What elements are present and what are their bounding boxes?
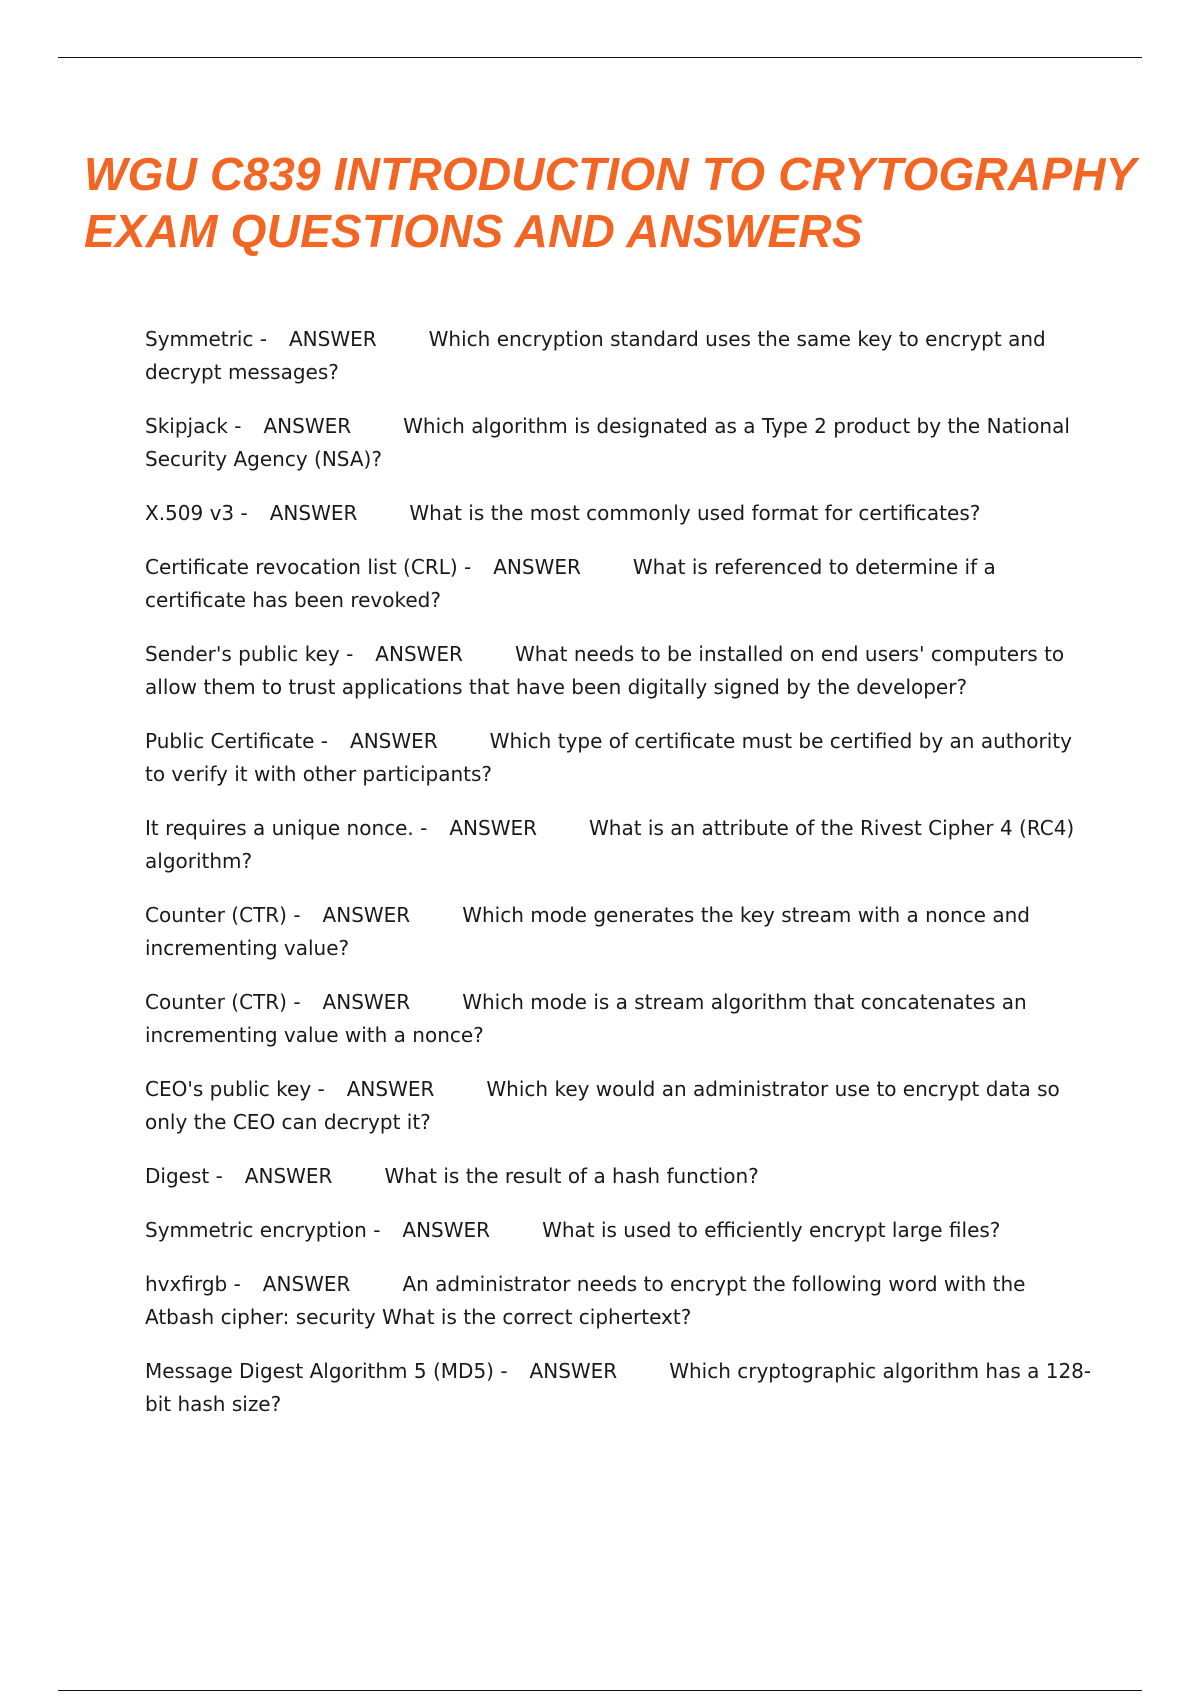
answer-tag: ANSWER [322,990,411,1014]
separator: - [234,414,242,438]
qa-item [145,986,1095,1052]
separator: - [240,501,248,525]
qa-item [145,1073,1095,1139]
question-text: Which algorithm is designated as a Type 2 product by the National Security Agency (NSA)? [145,414,1070,471]
answer-text: CEO's public key [145,1077,312,1101]
separator: - [215,1164,223,1188]
answer-text: X.509 v3 [145,501,235,525]
separator: - [420,816,428,840]
question-text: An administrator needs to encrypt the following word with the Atbash cipher: security What is the correct ciphertext? [145,1272,1026,1329]
answer-tag: ANSWER [402,1218,491,1242]
title-line-1: WGU C839 INTRODUCTION TO CRYTOGRAPHY [84,148,1137,200]
answer-text: Counter (CTR) [145,903,287,927]
separator: - [293,903,301,927]
answer-tag: ANSWER [493,555,581,579]
question-text: What is the result of a hash function? [384,1164,759,1188]
qa-item [145,812,1095,878]
answer-tag: ANSWER [346,1077,435,1101]
qa-item [145,1355,1095,1421]
question-text: Which type of certificate must be certified by an authority to verify it with other participants? [145,729,1072,786]
question-text: Which encryption standard uses the same key to encrypt and decrypt messages? [145,327,1046,384]
separator: - [259,327,267,351]
answer-text: Public Certificate [145,729,315,753]
qa-item [145,551,1095,617]
qa-item [145,497,1095,530]
document-title [84,146,1184,260]
answer-tag: ANSWER [244,1164,333,1188]
separator: - [346,642,354,666]
top-divider [58,57,1142,58]
separator: - [233,1272,241,1296]
separator: - [373,1218,381,1242]
qa-item [145,899,1095,965]
answer-tag: ANSWER [262,1272,351,1296]
answer-tag: ANSWER [529,1359,618,1383]
answer-text: Symmetric [145,327,254,351]
bottom-divider [58,1690,1142,1691]
answer-tag: ANSWER [375,642,463,666]
question-text: What needs to be installed on end users' computers to allow them to trust applications that have been digitally signed by the developer? [145,642,1065,699]
qa-item [145,638,1095,704]
question-text: What is used to efficiently encrypt large files? [542,1218,1001,1242]
answer-tag: ANSWER [350,729,438,753]
question-text: Which mode is a stream algorithm that concatenates an incrementing value with a nonce? [145,990,1027,1047]
separator: - [293,990,301,1014]
separator: - [500,1359,508,1383]
question-text: What is an attribute of the Rivest Cipher 4 (RC4) algorithm? [145,816,1075,873]
answer-tag: ANSWER [449,816,538,840]
answer-text: Skipjack [145,414,228,438]
answer-text: Symmetric encryption [145,1218,367,1242]
answer-text: Sender's public key [145,642,340,666]
qa-item [145,725,1095,791]
answer-text: Digest [145,1164,210,1188]
question-text: Which key would an administrator use to encrypt data so only the CEO can decrypt it? [145,1077,1060,1134]
question-text: What is referenced to determine if a certificate has been revoked? [145,555,996,612]
separator: - [317,1077,325,1101]
answer-tag: ANSWER [263,414,352,438]
question-text: Which cryptographic algorithm has a 128-bit hash size? [145,1359,1092,1416]
answer-tag: ANSWER [269,501,358,525]
qa-item [145,410,1095,476]
answer-text: It requires a unique nonce. [145,816,414,840]
question-text: Which mode generates the key stream with a nonce and incrementing value? [145,903,1030,960]
answer-text: Counter (CTR) [145,990,287,1014]
answer-tag: ANSWER [289,327,377,351]
qa-item [145,323,1095,389]
answer-text: Message Digest Algorithm 5 (MD5) [145,1359,494,1383]
qa-item [145,1214,1095,1247]
title-line-2: EXAM QUESTIONS AND ANSWERS [84,205,863,257]
qa-item [145,1268,1095,1334]
qa-item [145,1160,1095,1193]
question-text: What is the most commonly used format for certificates? [409,501,981,525]
separator: - [464,555,472,579]
separator: - [320,729,329,753]
answer-tag: ANSWER [322,903,411,927]
answer-text: hvxfirgb [145,1272,228,1296]
answer-text: Certificate revocation list (CRL) [145,555,458,579]
qa-list [145,323,1095,1442]
